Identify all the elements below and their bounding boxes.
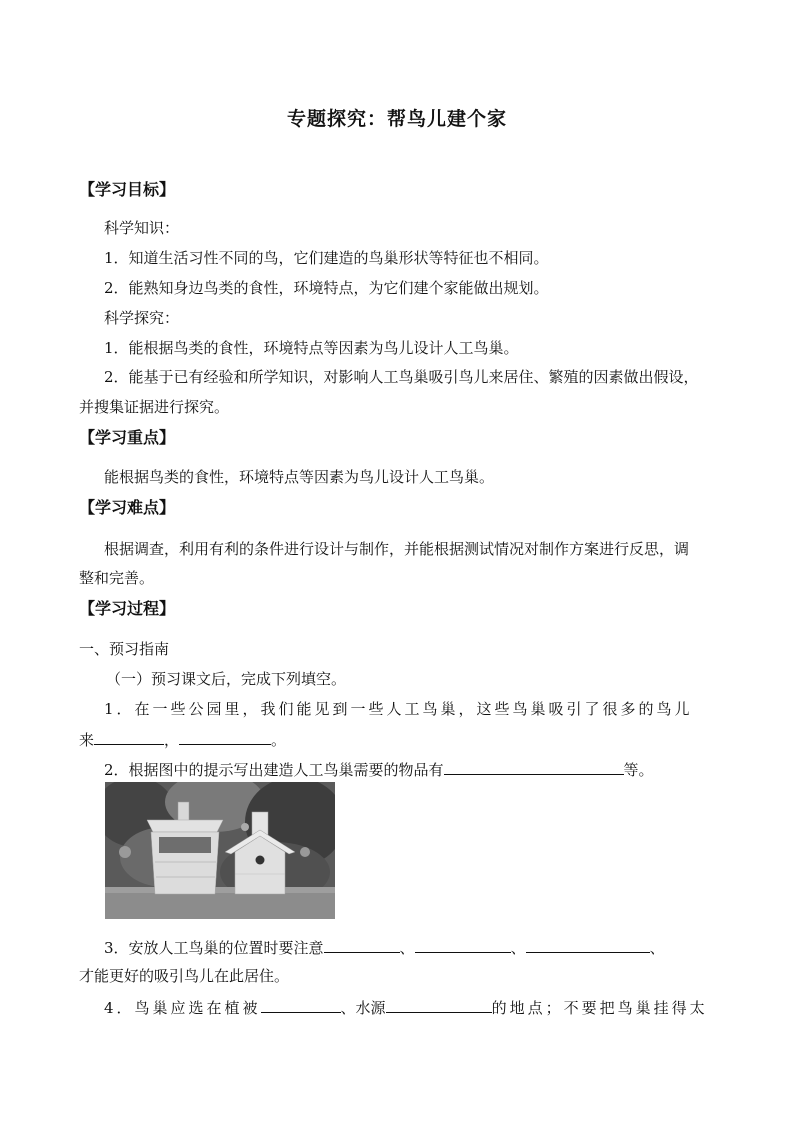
- section-heading-goals: 【学习目标】: [79, 180, 176, 199]
- question-3-end: 、: [649, 939, 665, 957]
- section-heading-difficulties: 【学习难点】: [79, 498, 176, 517]
- goal-inquiry-2-line2: 并搜集证据进行探究。: [79, 398, 230, 416]
- question-2-text: 2．根据图中的提示写出建造人工鸟巢需要的物品有: [104, 761, 444, 779]
- question-4-blank-2[interactable]: [386, 997, 492, 1013]
- question-4: [104, 997, 708, 1018]
- section-heading-key-points: 【学习重点】: [79, 428, 176, 447]
- question-3-line2: 才能更好的吸引鸟儿在此居住。: [79, 967, 290, 985]
- question-4-separator: 、水源: [340, 999, 386, 1017]
- question-2-end: 等。: [623, 761, 654, 779]
- goal-inquiry-1: 1．能根据鸟类的食性，环境特点等因素为鸟儿设计人工鸟巢。: [104, 339, 519, 357]
- question-3-separator-2: 、: [510, 939, 526, 957]
- key-points-text: 能根据鸟类的食性，环境特点等因素为鸟儿设计人工鸟巢。: [104, 468, 495, 486]
- knowledge-label: 科学知识：: [104, 219, 180, 237]
- difficulties-line1: 根据调查，利用有利的条件进行设计与制作，并能根据测试情况对制作方案进行反思，调: [104, 540, 690, 558]
- question-3-line1: [104, 937, 665, 958]
- difficulties-line2: 整和完善。: [79, 569, 155, 587]
- question-1-line1: 1．在一些公园里，我们能见到一些人工鸟巢，这些鸟巢吸引了很多的鸟儿: [104, 700, 693, 718]
- sub-one-instructions: （一）预习课文后，完成下列填空。: [106, 670, 347, 688]
- inquiry-label: 科学探究：: [104, 309, 180, 327]
- question-4-blank-1[interactable]: [261, 997, 341, 1013]
- question-3-separator-1: 、: [399, 939, 415, 957]
- birdhouse-illustration: [105, 782, 335, 919]
- question-3-blank-3[interactable]: [526, 937, 650, 953]
- question-3-text: 3．安放人工鸟巢的位置时要注意: [104, 939, 324, 957]
- question-1-line2: [79, 729, 286, 750]
- question-3-blank-1[interactable]: [324, 937, 400, 953]
- section-heading-process: 【学习过程】: [79, 599, 176, 618]
- question-2-blank[interactable]: [444, 759, 624, 775]
- goal-inquiry-2-line1: 2．能基于已有经验和所学知识，对影响人工鸟巢吸引鸟儿来居住、繁殖的因素做出假设，: [104, 368, 699, 386]
- question-1-blank-1[interactable]: [94, 729, 164, 745]
- goal-knowledge-2: 2．能熟知身边鸟类的食性，环境特点，为它们建个家能做出规划。: [104, 279, 549, 297]
- question-4-text: 4．鸟巢应选在植被: [104, 999, 261, 1017]
- question-2: [104, 759, 654, 780]
- birdhouse-photo: [105, 782, 335, 919]
- part-one-heading: 一、预习指南: [79, 640, 170, 658]
- question-1-separator: ，: [164, 731, 180, 749]
- question-1-blank-2[interactable]: [179, 729, 271, 745]
- question-3-blank-2[interactable]: [415, 937, 511, 953]
- question-4-end: 的地点；不要把鸟巢挂得太: [491, 999, 708, 1017]
- question-1-end: 。: [271, 731, 287, 749]
- question-1-prefix: 来: [79, 731, 95, 749]
- page-title: 专题探究：帮鸟儿建个家: [286, 108, 507, 130]
- goal-knowledge-1: 1．知道生活习性不同的鸟，它们建造的鸟巢形状等特征也不相同。: [104, 249, 549, 267]
